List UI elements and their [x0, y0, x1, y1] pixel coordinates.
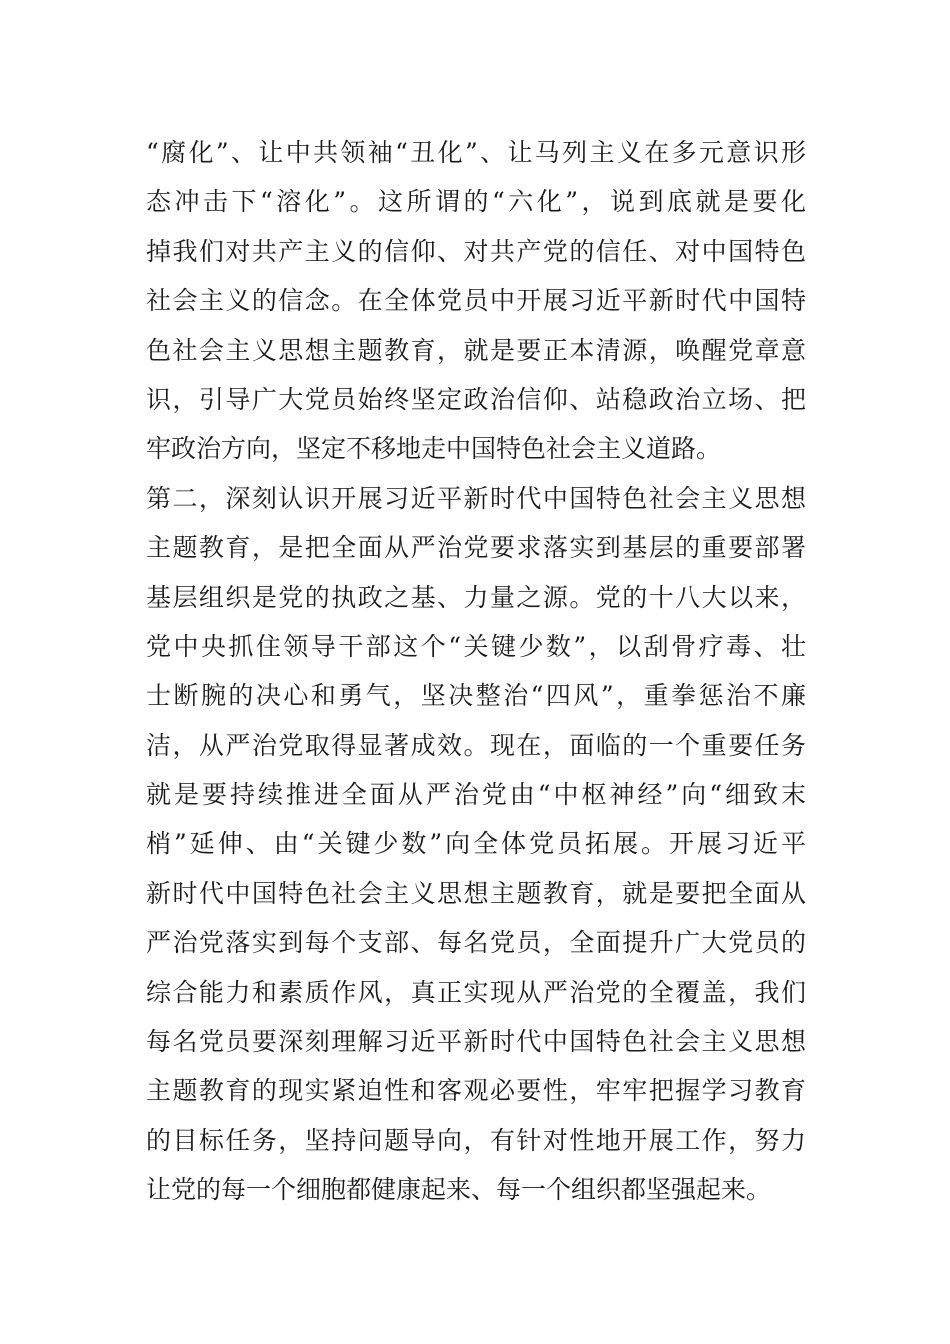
text-line: 让党的每一个细胞都健康起来、每一个组织都坚强起来。	[146, 1175, 772, 1205]
text-line: 综合能力和素质作风，真正实现从严治党的全覆盖，我们	[146, 977, 806, 1007]
body-text	[146, 128, 806, 1215]
text-line: 士断腕的决心和勇气，坚决整治“四风”，重拳惩治不廉	[146, 681, 806, 711]
text-line: 社会主义的信念。在全体党员中开展习近平新时代中国特	[146, 286, 806, 316]
text-line: 的目标任务，坚持问题导向，有针对性地开展工作，努力	[146, 1125, 806, 1155]
text-line: 色社会主义思想主题教育，就是要正本清源，唤醒党章意	[146, 335, 806, 365]
text-line: 洁，从严治党取得显著成效。现在，面临的一个重要任务	[146, 730, 806, 760]
text-line: 牢政治方向，坚定不移地走中国特色社会主义道路。	[146, 434, 722, 464]
text-line: 态冲击下“溶化”。这所谓的“六化”，说到底就是要化	[146, 187, 806, 217]
text-line: 识，引导广大党员始终坚定政治信仰、站稳政治立场、把	[146, 384, 806, 414]
text-line: 党中央抓住领导干部这个“关键少数”，以刮骨疗毒、壮	[146, 631, 806, 661]
text-line: 严治党落实到每个支部、每名党员，全面提升广大党员的	[146, 928, 806, 958]
text-line: 基层组织是党的执政之基、力量之源。党的十八大以来，	[146, 582, 806, 612]
text-line: 主题教育的现实紧迫性和客观必要性，牢牢把握学习教育	[146, 1076, 806, 1106]
text-line: 掉我们对共产主义的信仰、对共产党的信任、对中国特色	[146, 236, 806, 266]
text-line: “腐化”、让中共领袖“丑化”、让马列主义在多元意识形	[146, 138, 806, 167]
text-line: 就是要持续推进全面从严治党由“中枢神经”向“细致末	[146, 780, 806, 810]
text-line: 主题教育，是把全面从严治党要求落实到基层的重要部署	[146, 533, 806, 563]
text-line: 梢”延伸、由“关键少数”向全体党员拓展。开展习近平	[146, 829, 806, 859]
text-line: 每名党员要深刻理解习近平新时代中国特色社会主义思想	[146, 1027, 806, 1057]
text-line: 新时代中国特色社会主义思想主题教育，就是要把全面从	[146, 878, 806, 908]
text-line: 第二，深刻认识开展习近平新时代中国特色社会主义思想	[146, 483, 806, 513]
